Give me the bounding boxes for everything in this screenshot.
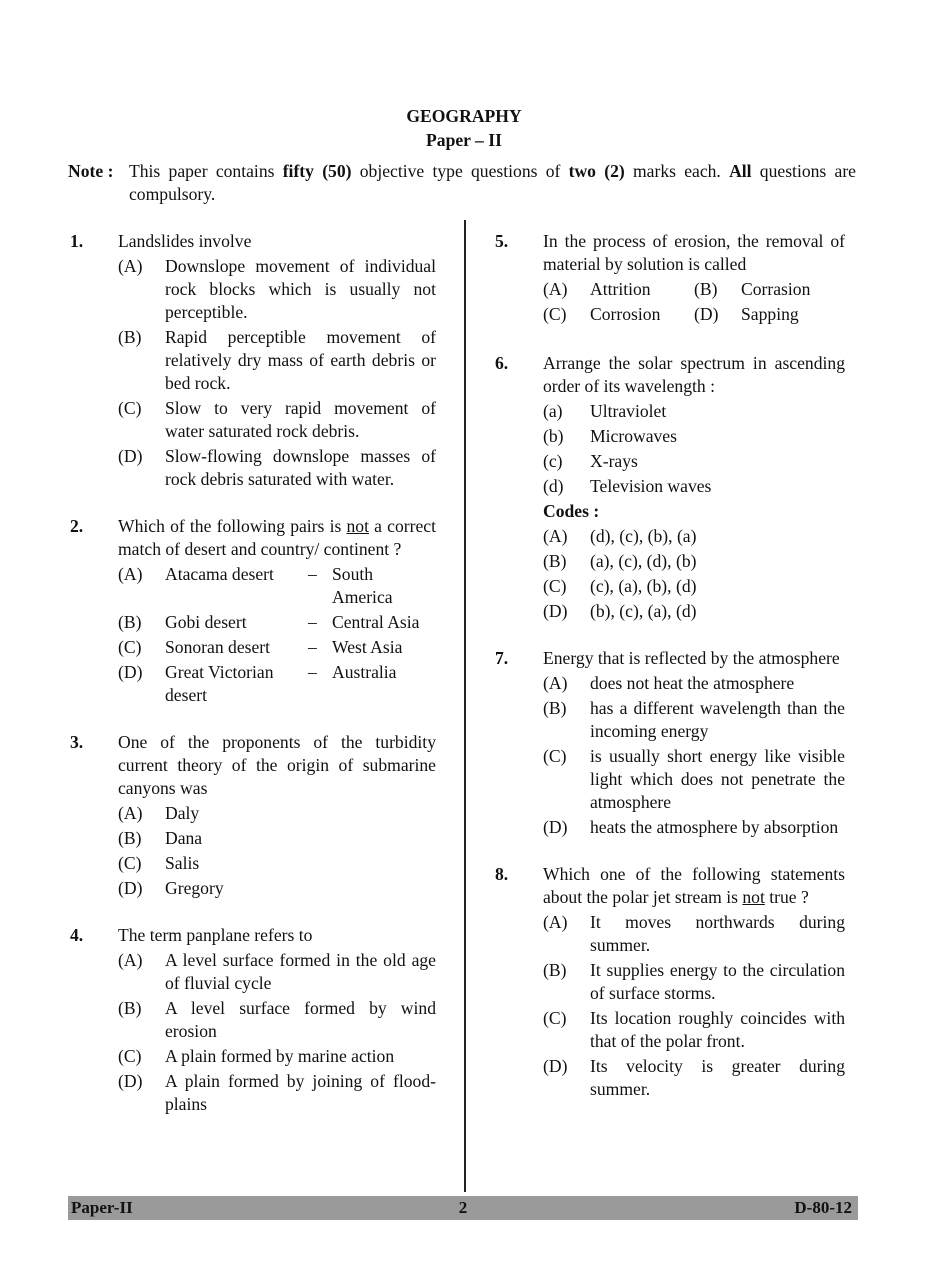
- match-row: [118, 661, 436, 707]
- option-label: (B): [118, 612, 142, 632]
- option-text: Corrosion: [590, 304, 661, 324]
- option-label: (C): [543, 746, 567, 766]
- question-5: [495, 230, 845, 328]
- option: [118, 949, 436, 995]
- option-text: Dana: [165, 828, 203, 848]
- item-text: X-rays: [590, 451, 638, 471]
- question-1: [70, 230, 436, 491]
- option-label: (A): [118, 256, 143, 276]
- option-label: (A): [543, 526, 568, 546]
- stem-part: true ?: [764, 887, 809, 907]
- option: [543, 1055, 845, 1101]
- list-item: [543, 450, 845, 473]
- desert-name: Gobi desert: [165, 612, 247, 632]
- option-text: (d), (c), (b), (a): [590, 526, 697, 546]
- option-text: Salis: [165, 853, 200, 873]
- dash: –: [308, 662, 317, 682]
- option-label: (B): [118, 828, 142, 848]
- column-divider: [464, 220, 466, 1192]
- option-text: has a different wavelength than the incoming energy: [590, 698, 845, 741]
- option-label: (D): [118, 1071, 143, 1091]
- stem-part: a correct match of desert and country/ continent ?: [118, 516, 436, 559]
- option-label: (C): [543, 1008, 567, 1028]
- note-part: objective type questions of: [351, 161, 569, 181]
- option-text: Corrasion: [741, 279, 811, 299]
- option-label: (D): [543, 817, 568, 837]
- question-stem: [118, 515, 436, 561]
- option-text: does not heat the atmosphere: [590, 673, 795, 693]
- question-stem: Energy that is reflected by the atmosphere: [543, 648, 840, 668]
- desert-name: Atacama desert: [165, 564, 274, 584]
- option-label: (D): [543, 1056, 568, 1076]
- option-text: Daly: [165, 803, 200, 823]
- question-7: [495, 647, 845, 839]
- list-item: [543, 425, 845, 448]
- stem-part: Which one of the following statements about the polar jet stream is: [543, 864, 845, 907]
- subject-title: GEOGRAPHY: [406, 106, 522, 126]
- option: [118, 997, 436, 1043]
- item-text: Television waves: [590, 476, 712, 496]
- option-text: Its location roughly coincides with that of the polar front.: [590, 1008, 845, 1051]
- question-4: [70, 924, 436, 1116]
- option-label: (C): [118, 637, 142, 657]
- option-text: A plain formed by marine action: [165, 1046, 395, 1066]
- note-part-bold: fifty (50): [282, 161, 352, 181]
- option-text: Slow-flowing downslope masses of rock debris saturated with water.: [165, 446, 436, 489]
- question-8: [495, 863, 845, 1101]
- option-label: (A): [118, 950, 143, 970]
- region-name: Australia: [332, 662, 397, 682]
- option-label: (B): [118, 998, 142, 1018]
- item-text: Ultraviolet: [590, 401, 667, 421]
- question-number: 4.: [70, 925, 84, 945]
- option: [118, 877, 436, 900]
- option-label: (D): [543, 601, 568, 621]
- question-number: 1.: [70, 231, 84, 251]
- list-item: [543, 475, 845, 498]
- option: [694, 303, 845, 326]
- dash: –: [308, 612, 317, 632]
- option-text: Slow to very rapid movement of water saturated rock debris.: [165, 398, 436, 441]
- option: [543, 697, 845, 743]
- option: [118, 326, 436, 395]
- option-label: (A): [118, 803, 143, 823]
- question-number: 6.: [495, 353, 509, 373]
- region-name: Central Asia: [332, 612, 420, 632]
- option-label: (A): [543, 912, 568, 932]
- item-label: (a): [543, 401, 563, 421]
- option-label: (C): [543, 576, 567, 596]
- option: [543, 1007, 845, 1053]
- option: [543, 672, 845, 695]
- note-part-bold: two (2): [568, 161, 625, 181]
- option: [118, 397, 436, 443]
- option: [543, 550, 845, 573]
- option: [118, 445, 436, 491]
- option-text: (c), (a), (b), (d): [590, 576, 697, 596]
- option-text: Gregory: [165, 878, 224, 898]
- option-label: (D): [118, 446, 143, 466]
- option: [694, 278, 845, 301]
- option-label: (C): [118, 1046, 142, 1066]
- note-text: [129, 160, 856, 206]
- question-number: 7.: [495, 648, 509, 668]
- region-name: West Asia: [332, 637, 403, 657]
- dash: –: [308, 637, 317, 657]
- option: [543, 600, 845, 623]
- question-stem: The term panplane refers to: [118, 925, 313, 945]
- question-3: [70, 731, 436, 900]
- right-column: [495, 230, 845, 1125]
- item-label: (d): [543, 476, 564, 496]
- option-label: (B): [543, 551, 567, 571]
- match-row: [118, 636, 436, 659]
- codes-label: Codes :: [543, 501, 600, 521]
- question-stem: In the process of erosion, the removal of material by solution is called: [543, 231, 845, 274]
- option-text: It supplies energy to the circulation of surface storms.: [590, 960, 845, 1003]
- item-text: Microwaves: [590, 426, 677, 446]
- option-text: heats the atmosphere by absorption: [590, 817, 839, 837]
- option-text: Sapping: [741, 304, 799, 324]
- note-part: questions are compulsory.: [129, 161, 856, 204]
- option: [118, 255, 436, 324]
- option-text: is usually short energy like visible light which does not penetrate the atmosphere: [590, 746, 845, 812]
- option-label: (D): [694, 304, 719, 324]
- option-label: (B): [543, 698, 567, 718]
- question-stem: Arrange the solar spectrum in ascending order of its wavelength :: [543, 353, 845, 396]
- option: [118, 827, 436, 850]
- question-stem: [543, 863, 845, 909]
- booklet-code: D-80-12: [794, 1198, 852, 1217]
- option: [543, 959, 845, 1005]
- option-label: (D): [118, 662, 143, 682]
- page-header: [0, 104, 928, 152]
- option-text: Attrition: [590, 279, 651, 299]
- question-stem: One of the proponents of the turbidity current theory of the origin of submarine canyons was: [118, 732, 436, 798]
- note-label: Note :: [68, 161, 114, 181]
- question-number: 8.: [495, 864, 509, 884]
- region-name: South America: [332, 564, 393, 607]
- item-label: (c): [543, 451, 563, 471]
- option-label: (A): [118, 564, 143, 584]
- option: [543, 303, 694, 326]
- option: [543, 525, 845, 548]
- option: [543, 745, 845, 814]
- option-text: A level surface formed by wind erosion: [165, 998, 436, 1041]
- question-number: 3.: [70, 732, 84, 752]
- footer-paper-label: Paper-II: [71, 1198, 133, 1217]
- page-footer: [68, 1196, 858, 1220]
- option-label: (C): [118, 398, 142, 418]
- item-label: (b): [543, 426, 564, 446]
- option-text: It moves northwards during summer.: [590, 912, 845, 955]
- option: [118, 1045, 436, 1068]
- option-label: (B): [543, 960, 567, 980]
- option-text: (b), (c), (a), (d): [590, 601, 697, 621]
- option-text: Rapid perceptible movement of relatively dry mass of earth debris or bed rock.: [165, 327, 436, 393]
- page-number: 2: [458, 1198, 468, 1217]
- list-item: [543, 400, 845, 423]
- desert-name: Great Victorian desert: [165, 662, 274, 705]
- option-label: (B): [118, 327, 142, 347]
- paper-title: Paper – II: [426, 130, 502, 150]
- note-part-bold: All: [729, 161, 752, 181]
- desert-name: Sonoran desert: [165, 637, 271, 657]
- note-part: This paper contains: [129, 161, 283, 181]
- option-text: Its velocity is greater during summer.: [590, 1056, 845, 1099]
- option-text: Downslope movement of individual rock blocks which is usually not perceptible.: [165, 256, 436, 322]
- question-2: [70, 515, 436, 707]
- question-number: 2.: [70, 516, 84, 536]
- option-text: (a), (c), (d), (b): [590, 551, 697, 571]
- option: [118, 852, 436, 875]
- option: [543, 575, 845, 598]
- dash: –: [308, 564, 317, 584]
- question-number: 5.: [495, 231, 509, 251]
- option-label: (C): [543, 304, 567, 324]
- option-label: (C): [118, 853, 142, 873]
- options-grid: [543, 278, 845, 328]
- question-stem: Landslides involve: [118, 231, 252, 251]
- question-6: [495, 352, 845, 623]
- stem-underlined: not: [346, 516, 369, 536]
- instructions-note: [68, 160, 856, 206]
- option-label: (A): [543, 673, 568, 693]
- option: [543, 278, 694, 301]
- option-label: (B): [694, 279, 718, 299]
- option: [543, 911, 845, 957]
- match-row: [118, 611, 436, 634]
- note-part: marks each.: [624, 161, 730, 181]
- option-text: A level surface formed in the old age of fluvial cycle: [165, 950, 436, 993]
- left-column: [70, 230, 436, 1140]
- stem-underlined: not: [742, 887, 765, 907]
- option-text: A plain formed by joining of flood-plains: [165, 1071, 436, 1114]
- match-row: [118, 563, 436, 609]
- option-label: (D): [118, 878, 143, 898]
- option-label: (A): [543, 279, 568, 299]
- stem-part: Which of the following pairs is: [118, 516, 347, 536]
- option: [543, 816, 845, 839]
- option: [118, 1070, 436, 1116]
- option: [118, 802, 436, 825]
